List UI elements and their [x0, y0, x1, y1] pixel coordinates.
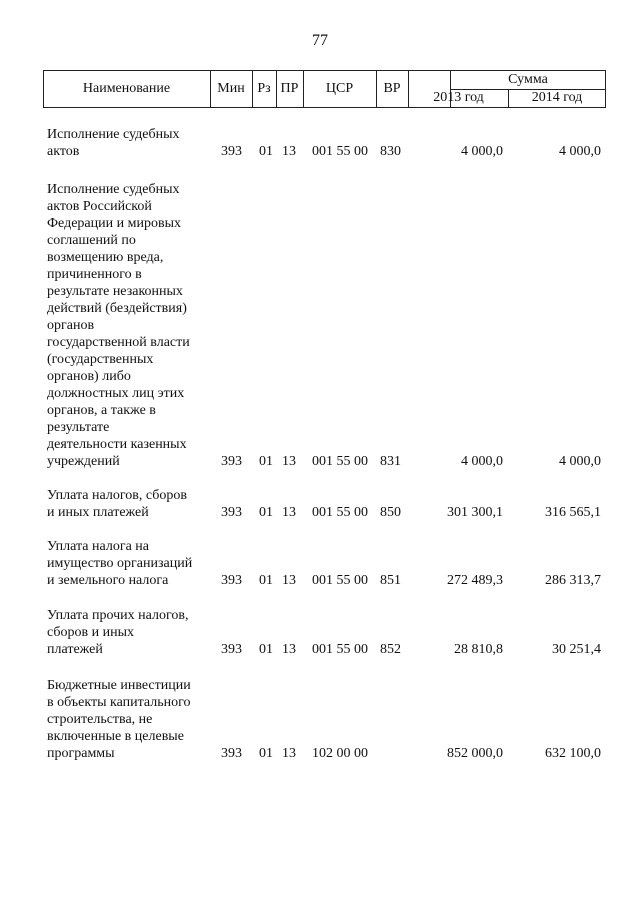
row-rz: 01 [259, 144, 273, 159]
row-2014: 286 313,7 [545, 573, 601, 588]
row-min: 393 [221, 454, 242, 469]
table-row [0, 677, 640, 762]
header-min: Мин [217, 81, 245, 96]
header-year-2014: 2014 год [531, 90, 583, 105]
row-pr: 13 [282, 746, 296, 761]
table-row [0, 487, 640, 521]
row-vr: 830 [380, 144, 401, 159]
row-csr: 001 55 00 [312, 642, 368, 657]
row-rz: 01 [259, 505, 273, 520]
row-vr: 831 [380, 454, 401, 469]
row-2014: 4 000,0 [559, 454, 601, 469]
row-2014: 30 251,4 [552, 642, 601, 657]
row-2014: 4 000,0 [559, 144, 601, 159]
header-sum: Сумма [450, 71, 606, 90]
row-min: 393 [221, 505, 242, 520]
page-number: 77 [312, 32, 328, 49]
row-name: Уплата прочих налогов, сборов и иных платежей [47, 608, 189, 657]
row-min: 393 [221, 573, 242, 588]
header-pr: ПР [280, 81, 299, 96]
table-row [0, 178, 640, 470]
row-2014: 632 100,0 [545, 746, 601, 761]
row-name: Уплата налога на имущество организаций и земельного налога [47, 539, 193, 588]
row-2014: 316 565,1 [545, 505, 601, 520]
row-2013: 272 489,3 [447, 573, 503, 588]
row-min: 393 [221, 642, 242, 657]
row-name: Уплата налогов, сборов и иных платежей [47, 488, 187, 520]
row-csr: 001 55 00 [312, 573, 368, 588]
row-min: 393 [221, 746, 242, 761]
row-pr: 13 [282, 505, 296, 520]
table-row [0, 126, 640, 160]
header-csr: ЦСР [325, 81, 354, 96]
row-rz: 01 [259, 573, 273, 588]
row-vr: 851 [380, 573, 401, 588]
row-csr: 001 55 00 [312, 505, 368, 520]
row-rz: 01 [259, 454, 273, 469]
row-name: Исполнение судебных актов Российской Федерации и мировых соглашений по возмещению вреда, причиненного в результате незаконных действий (бездействия) органов государственной власти (государственных органов) либо должностных лиц этих органов, а также в результате деятельности казенных учреждений [47, 182, 190, 469]
table-row [0, 607, 640, 658]
row-csr: 001 55 00 [312, 144, 368, 159]
header-year-2013: 2013 год [433, 90, 484, 105]
row-2013: 301 300,1 [447, 505, 503, 520]
row-rz: 01 [259, 746, 273, 761]
row-pr: 13 [282, 144, 296, 159]
table-row [0, 538, 640, 589]
row-rz: 01 [259, 642, 273, 657]
header-rz: Рз [257, 81, 271, 96]
row-pr: 13 [282, 573, 296, 588]
header-name: Наименование [82, 81, 171, 96]
row-name: Бюджетные инвестиции в объекты капитального строительства, не включенные в целевые программы [47, 678, 191, 761]
row-pr: 13 [282, 642, 296, 657]
row-name: Исполнение судебных актов [47, 127, 180, 159]
row-pr: 13 [282, 454, 296, 469]
row-vr: 852 [380, 642, 401, 657]
row-2013: 4 000,0 [461, 454, 503, 469]
row-vr: 850 [380, 505, 401, 520]
row-csr: 102 00 00 [312, 746, 368, 761]
table-header [43, 70, 606, 108]
row-2013: 28 810,8 [454, 642, 503, 657]
row-min: 393 [221, 144, 242, 159]
row-2013: 4 000,0 [461, 144, 503, 159]
header-vr: ВР [383, 81, 401, 96]
row-csr: 001 55 00 [312, 454, 368, 469]
row-2013: 852 000,0 [447, 746, 503, 761]
